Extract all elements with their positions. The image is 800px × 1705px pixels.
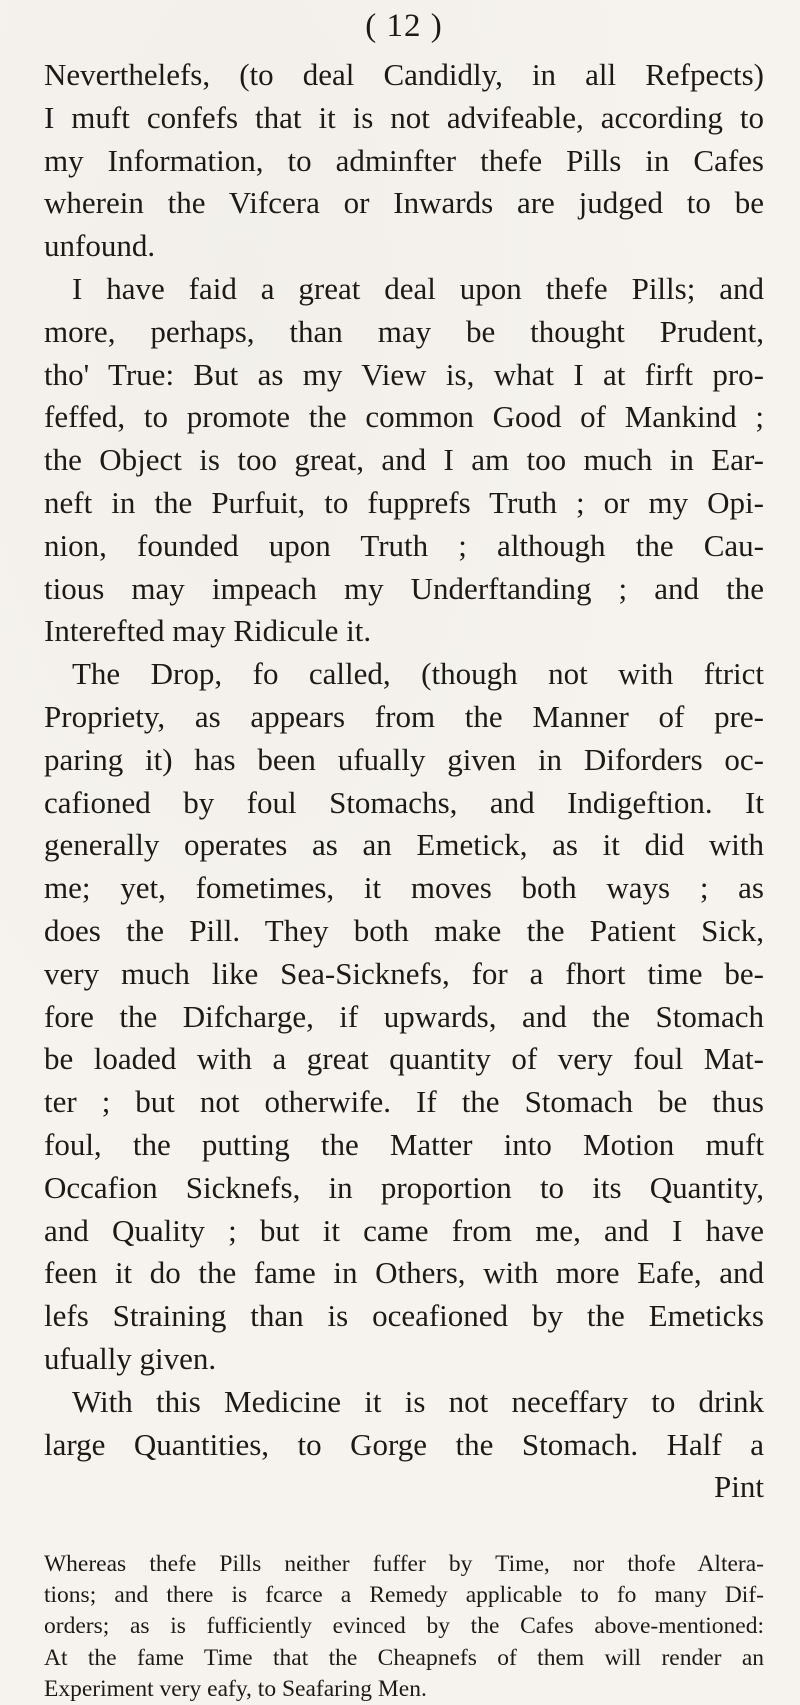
text-line: be loaded with a great quantity of very foul Mat- [44,1041,764,1077]
text-line: Occafion Sicknefs, in proportion to its Quantity, [44,1169,764,1205]
footnote [44,1549,764,1705]
text-line: ufually given. [44,1340,217,1376]
text-line: cafioned by foul Stomachs, and Indigeftion. It [44,784,764,820]
text-line: foul, the putting the Matter into Motion muft [44,1126,764,1162]
text-line: paring it) has been ufually given in Diforders oc- [44,741,764,777]
text-line: wherein the Vifcera or Inwards are judged to be [44,185,764,221]
text-line: very much like Sea-Sicknefs, for a fhort time be- [44,955,764,991]
text-line: large Quantities, to Gorge the Stomach. Half a [44,1426,764,1462]
text-line: The Drop, fo called, (though not with ftrict [72,656,764,692]
text-line: me; yet, fometimes, it moves both ways ; as [44,870,764,906]
text-line: the Object is too great, and I am too much in Ear- [44,442,764,478]
text-line: tho' True: But as my View is, what I at firft pro- [44,356,764,392]
footnote-line: At the fame Time that the Cheapnefs of them will render an [44,1644,764,1671]
text-line: my Information, to adminfter thefe Pills in Cafes [44,142,764,178]
footnote-line: tions; and there is fcarce a Remedy applicable to fo many Dif- [44,1582,764,1609]
footnote-line: orders; as is fufficiently evinced by the Cafes above-mentioned: [44,1613,764,1640]
footnote-line: Experiment very eafy, to Seafaring Men. [44,1675,427,1702]
text-line: nion, founded upon Truth ; although the Cau- [44,527,764,563]
main-text [44,54,764,1509]
text-line: feen it do the fame in Others, with more Eafe, and [44,1255,764,1291]
text-line: tious may impeach my Underftanding ; and the [44,570,764,606]
text-line: Neverthelefs, (to deal Candidly, in all Refpects) [44,57,764,92]
text-line: does the Pill. They both make the Patient Sick, [44,912,764,948]
catchword: Pint [714,1469,764,1505]
text-line: Interefted may Ridicule it. [44,613,372,649]
text-line: and Quality ; but it came from me, and I have [44,1212,764,1248]
text-line: more, perhaps, than may be thought Prudent, [44,313,764,349]
text-line: I have faid a great deal upon thefe Pills; and [72,270,764,306]
text-line: feffed, to promote the common Good of Mankind ; [44,399,764,435]
text-line: fore the Difcharge, if upwards, and the Stomach [44,998,764,1034]
text-line: With this Medicine it is not neceffary to drink [72,1383,764,1419]
text-line: neft in the Purfuit, to fupprefs Truth ; or my Opi- [44,484,764,520]
footnote-line: Whereas thefe Pills neither fuffer by Time, nor thofe Altera- [44,1551,764,1578]
text-line: ter ; but not otherwife. If the Stomach be thus [44,1084,764,1120]
text-line: generally operates as an Emetick, as it did with [44,827,764,863]
text-line: lefs Straining than is oceafioned by the Emeticks [44,1298,764,1334]
page-number: ( 12 ) [365,8,443,44]
text-line: I muft confefs that it is not advifeable, according to [44,99,764,135]
text-line: unfound. [44,228,156,264]
text-line: Propriety, as appears from the Manner of pre- [44,698,764,734]
